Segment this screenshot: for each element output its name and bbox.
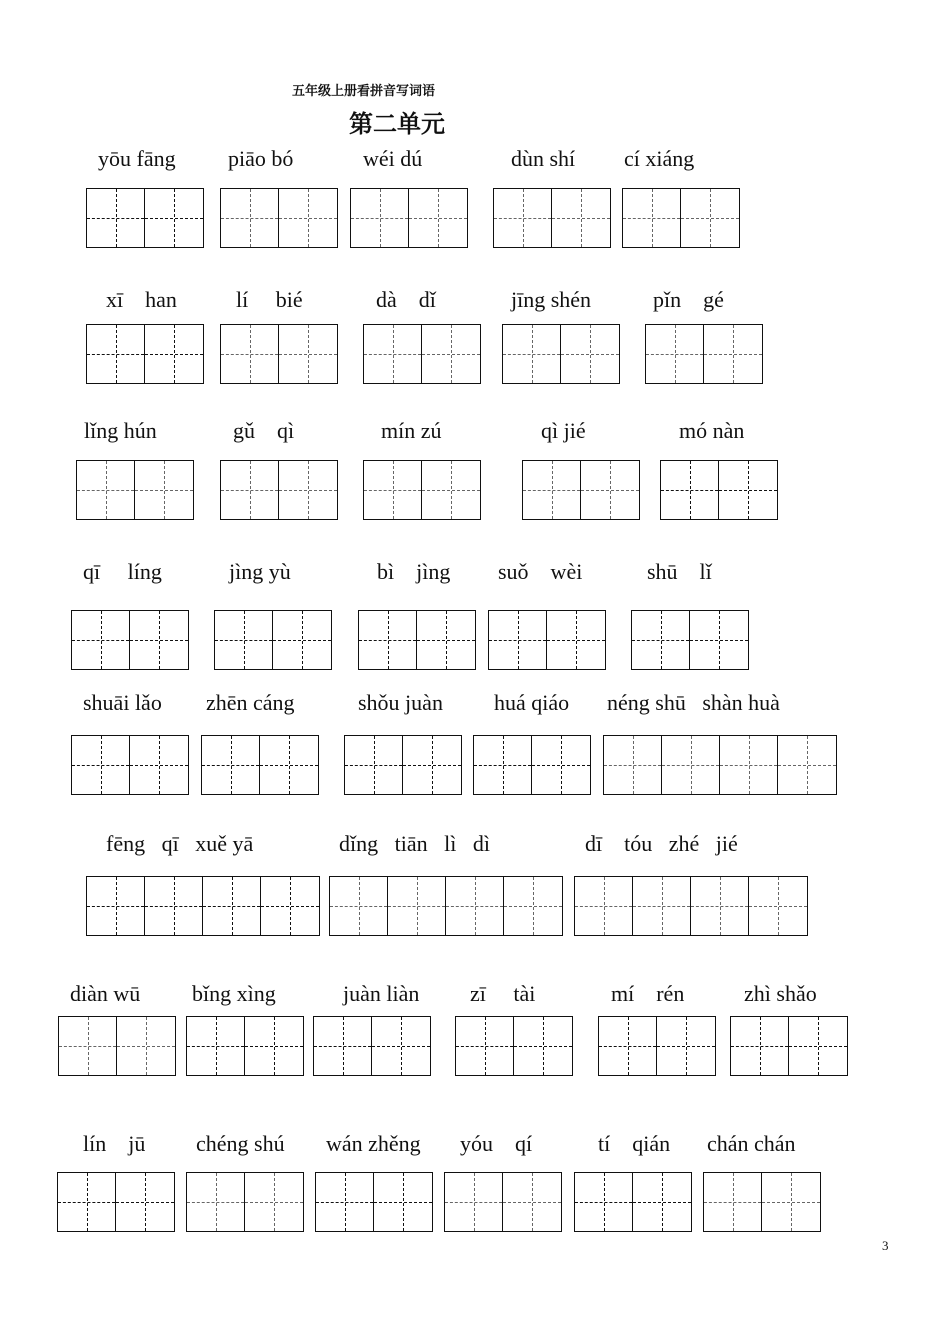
pinyin-prompt: chán chán: [707, 1131, 796, 1156]
tianzige-answer-box[interactable]: [57, 1172, 175, 1232]
tianzige-cell[interactable]: [690, 611, 748, 669]
tianzige-answer-box[interactable]: [493, 188, 611, 248]
tianzige-cell[interactable]: [719, 461, 777, 519]
tianzige-answer-box[interactable]: [488, 610, 606, 670]
tianzige-cell[interactable]: [87, 325, 145, 383]
pinyin-prompt: tí qián: [598, 1131, 671, 1156]
tianzige-cell[interactable]: [130, 611, 188, 669]
tianzige-answer-box[interactable]: [344, 735, 462, 795]
tianzige-answer-box[interactable]: [631, 610, 749, 670]
worksheet-subtitle: 五年级上册看拼音写词语: [292, 84, 436, 99]
tianzige-cell[interactable]: [77, 461, 135, 519]
tianzige-answer-box[interactable]: [329, 876, 563, 936]
pinyin-prompt: juàn liàn: [343, 981, 420, 1006]
pinyin-prompt: chéng shú: [196, 1131, 285, 1156]
tianzige-cell[interactable]: [504, 877, 562, 935]
tianzige-cell[interactable]: [221, 189, 279, 247]
tianzige-cell[interactable]: [87, 189, 145, 247]
tianzige-cell[interactable]: [130, 736, 188, 794]
tianzige-answer-box[interactable]: [350, 188, 468, 248]
tianzige-cell[interactable]: [575, 1173, 633, 1231]
tianzige-cell[interactable]: [388, 877, 446, 935]
tianzige-cell[interactable]: [749, 877, 807, 935]
tianzige-cell[interactable]: [762, 1173, 820, 1231]
tianzige-cell[interactable]: [409, 189, 467, 247]
tianzige-cell[interactable]: [561, 325, 619, 383]
pinyin-prompt: shǒu juàn: [358, 690, 443, 715]
pinyin-prompt: wán zhěng: [326, 1131, 421, 1156]
tianzige-cell[interactable]: [403, 736, 461, 794]
tianzige-answer-box[interactable]: [58, 1016, 176, 1076]
pinyin-prompt: diàn wū: [70, 981, 141, 1006]
tianzige-answer-box[interactable]: [603, 735, 837, 795]
pinyin-prompt: dà dǐ: [376, 287, 436, 312]
tianzige-cell[interactable]: [187, 1017, 245, 1075]
tianzige-cell[interactable]: [731, 1017, 789, 1075]
pinyin-prompt: zī tài: [470, 981, 536, 1006]
pinyin-prompt: huá qiáo: [494, 690, 570, 715]
pinyin-prompt: yóu qí: [460, 1131, 533, 1156]
tianzige-cell[interactable]: [681, 189, 739, 247]
tianzige-answer-box[interactable]: [473, 735, 591, 795]
tianzige-answer-box[interactable]: [703, 1172, 821, 1232]
pinyin-prompt: suǒ wèi: [498, 559, 583, 584]
tianzige-cell[interactable]: [657, 1017, 715, 1075]
tianzige-cell[interactable]: [523, 461, 581, 519]
tianzige-answer-box[interactable]: [76, 460, 194, 520]
tianzige-cell[interactable]: [720, 736, 778, 794]
tianzige-answer-box[interactable]: [363, 324, 481, 384]
tianzige-cell[interactable]: [422, 325, 480, 383]
tianzige-cell[interactable]: [552, 189, 610, 247]
tianzige-cell[interactable]: [145, 877, 203, 935]
tianzige-cell[interactable]: [59, 1017, 117, 1075]
tianzige-answer-box[interactable]: [214, 610, 332, 670]
pinyin-prompt: fēng qī xuě yā: [106, 831, 254, 856]
pinyin-prompt: wéi dú: [363, 146, 423, 171]
tianzige-answer-box[interactable]: [315, 1172, 433, 1232]
tianzige-cell[interactable]: [72, 736, 130, 794]
tianzige-cell[interactable]: [279, 461, 337, 519]
pinyin-prompt: yōu fāng: [98, 146, 176, 171]
tianzige-answer-box[interactable]: [730, 1016, 848, 1076]
pinyin-prompt: zhēn cáng: [206, 690, 295, 715]
tianzige-cell[interactable]: [261, 877, 319, 935]
tianzige-cell[interactable]: [456, 1017, 514, 1075]
pinyin-prompt: dùn shí: [511, 146, 576, 171]
tianzige-cell[interactable]: [58, 1173, 116, 1231]
tianzige-cell[interactable]: [445, 1173, 503, 1231]
tianzige-cell[interactable]: [604, 736, 662, 794]
pinyin-prompt: jìng yù: [229, 559, 291, 584]
tianzige-cell[interactable]: [273, 611, 331, 669]
tianzige-answer-box[interactable]: [574, 1172, 692, 1232]
tianzige-cell[interactable]: [135, 461, 193, 519]
tianzige-cell[interactable]: [260, 736, 318, 794]
tianzige-cell[interactable]: [330, 877, 388, 935]
tianzige-cell[interactable]: [359, 611, 417, 669]
tianzige-cell[interactable]: [245, 1173, 303, 1231]
pinyin-prompt: mín zú: [381, 418, 442, 443]
tianzige-cell[interactable]: [316, 1173, 374, 1231]
page-number: 3: [882, 1238, 889, 1253]
tianzige-answer-box[interactable]: [220, 460, 338, 520]
tianzige-cell[interactable]: [221, 461, 279, 519]
tianzige-cell[interactable]: [474, 736, 532, 794]
tianzige-answer-box[interactable]: [201, 735, 319, 795]
tianzige-answer-box[interactable]: [598, 1016, 716, 1076]
tianzige-answer-box[interactable]: [645, 324, 763, 384]
pinyin-prompt: gǔ qì: [233, 418, 295, 443]
tianzige-answer-box[interactable]: [313, 1016, 431, 1076]
tianzige-cell[interactable]: [145, 189, 203, 247]
pinyin-prompt: shū lǐ: [647, 559, 712, 584]
tianzige-cell[interactable]: [279, 189, 337, 247]
tianzige-answer-box[interactable]: [660, 460, 778, 520]
pinyin-prompt: qì jié: [541, 418, 586, 443]
tianzige-cell[interactable]: [494, 189, 552, 247]
tianzige-cell[interactable]: [446, 877, 504, 935]
pinyin-prompt: zhì shǎo: [744, 981, 817, 1006]
tianzige-cell[interactable]: [215, 611, 273, 669]
tianzige-cell[interactable]: [691, 877, 749, 935]
tianzige-cell[interactable]: [117, 1017, 175, 1075]
tianzige-answer-box[interactable]: [86, 324, 204, 384]
tianzige-cell[interactable]: [145, 325, 203, 383]
pinyin-prompt: mí rén: [611, 981, 685, 1006]
tianzige-answer-box[interactable]: [220, 188, 338, 248]
tianzige-answer-box[interactable]: [186, 1016, 304, 1076]
tianzige-cell[interactable]: [778, 736, 836, 794]
pinyin-prompt: xī han: [106, 287, 177, 312]
tianzige-cell[interactable]: [279, 325, 337, 383]
pinyin-prompt: lí bié: [236, 287, 303, 312]
tianzige-answer-box[interactable]: [86, 188, 204, 248]
tianzige-answer-box[interactable]: [363, 460, 481, 520]
unit-title: 第二单元: [349, 110, 445, 138]
tianzige-cell[interactable]: [202, 736, 260, 794]
tianzige-cell[interactable]: [187, 1173, 245, 1231]
tianzige-cell[interactable]: [417, 611, 475, 669]
pinyin-prompt: jīng shén: [511, 287, 592, 312]
tianzige-answer-box[interactable]: [186, 1172, 304, 1232]
tianzige-cell[interactable]: [662, 736, 720, 794]
tianzige-cell[interactable]: [581, 461, 639, 519]
pinyin-prompt: shuāi lǎo: [83, 690, 162, 715]
tianzige-cell[interactable]: [374, 1173, 432, 1231]
pinyin-prompt: mó nàn: [679, 418, 745, 443]
tianzige-cell[interactable]: [87, 877, 145, 935]
tianzige-cell[interactable]: [789, 1017, 847, 1075]
tianzige-cell[interactable]: [503, 1173, 561, 1231]
tianzige-cell[interactable]: [599, 1017, 657, 1075]
tianzige-answer-box[interactable]: [522, 460, 640, 520]
tianzige-answer-box[interactable]: [444, 1172, 562, 1232]
pinyin-prompt: lǐng hún: [84, 418, 157, 443]
tianzige-cell[interactable]: [72, 611, 130, 669]
tianzige-cell[interactable]: [203, 877, 261, 935]
tianzige-cell[interactable]: [364, 461, 422, 519]
tianzige-cell[interactable]: [116, 1173, 174, 1231]
tianzige-cell[interactable]: [623, 189, 681, 247]
tianzige-answer-box[interactable]: [622, 188, 740, 248]
tianzige-cell[interactable]: [514, 1017, 572, 1075]
tianzige-cell[interactable]: [632, 611, 690, 669]
tianzige-answer-box[interactable]: [574, 876, 808, 936]
tianzige-cell[interactable]: [532, 736, 590, 794]
pinyin-prompt: bì jìng: [377, 559, 451, 584]
pinyin-prompt: néng shū shàn huà: [607, 690, 780, 715]
tianzige-cell[interactable]: [364, 325, 422, 383]
pinyin-prompt: lín jū: [83, 1131, 146, 1156]
tianzige-cell[interactable]: [351, 189, 409, 247]
tianzige-answer-box[interactable]: [358, 610, 476, 670]
pinyin-prompt: bǐng xìng: [192, 981, 276, 1006]
tianzige-answer-box[interactable]: [455, 1016, 573, 1076]
pinyin-prompt: pǐn gé: [653, 287, 724, 312]
tianzige-cell[interactable]: [547, 611, 605, 669]
tianzige-cell[interactable]: [422, 461, 480, 519]
tianzige-answer-box[interactable]: [502, 324, 620, 384]
pinyin-prompt: dī tóu zhé jié: [585, 831, 738, 856]
tianzige-cell[interactable]: [633, 1173, 691, 1231]
tianzige-cell[interactable]: [633, 877, 691, 935]
pinyin-prompt: piāo bó: [228, 146, 294, 171]
tianzige-cell[interactable]: [661, 461, 719, 519]
pinyin-prompt: dǐng tiān lì dì: [339, 831, 490, 856]
tianzige-cell[interactable]: [489, 611, 547, 669]
tianzige-cell[interactable]: [503, 325, 561, 383]
tianzige-answer-box[interactable]: [71, 610, 189, 670]
tianzige-answer-box[interactable]: [220, 324, 338, 384]
tianzige-cell[interactable]: [704, 1173, 762, 1231]
pinyin-prompt: cí xiáng: [624, 146, 695, 171]
tianzige-cell[interactable]: [575, 877, 633, 935]
tianzige-cell[interactable]: [372, 1017, 430, 1075]
pinyin-prompt: qī líng: [83, 559, 162, 584]
tianzige-cell[interactable]: [704, 325, 762, 383]
tianzige-cell[interactable]: [345, 736, 403, 794]
tianzige-cell[interactable]: [221, 325, 279, 383]
tianzige-cell[interactable]: [314, 1017, 372, 1075]
tianzige-answer-box[interactable]: [86, 876, 320, 936]
tianzige-cell[interactable]: [646, 325, 704, 383]
tianzige-cell[interactable]: [245, 1017, 303, 1075]
tianzige-answer-box[interactable]: [71, 735, 189, 795]
